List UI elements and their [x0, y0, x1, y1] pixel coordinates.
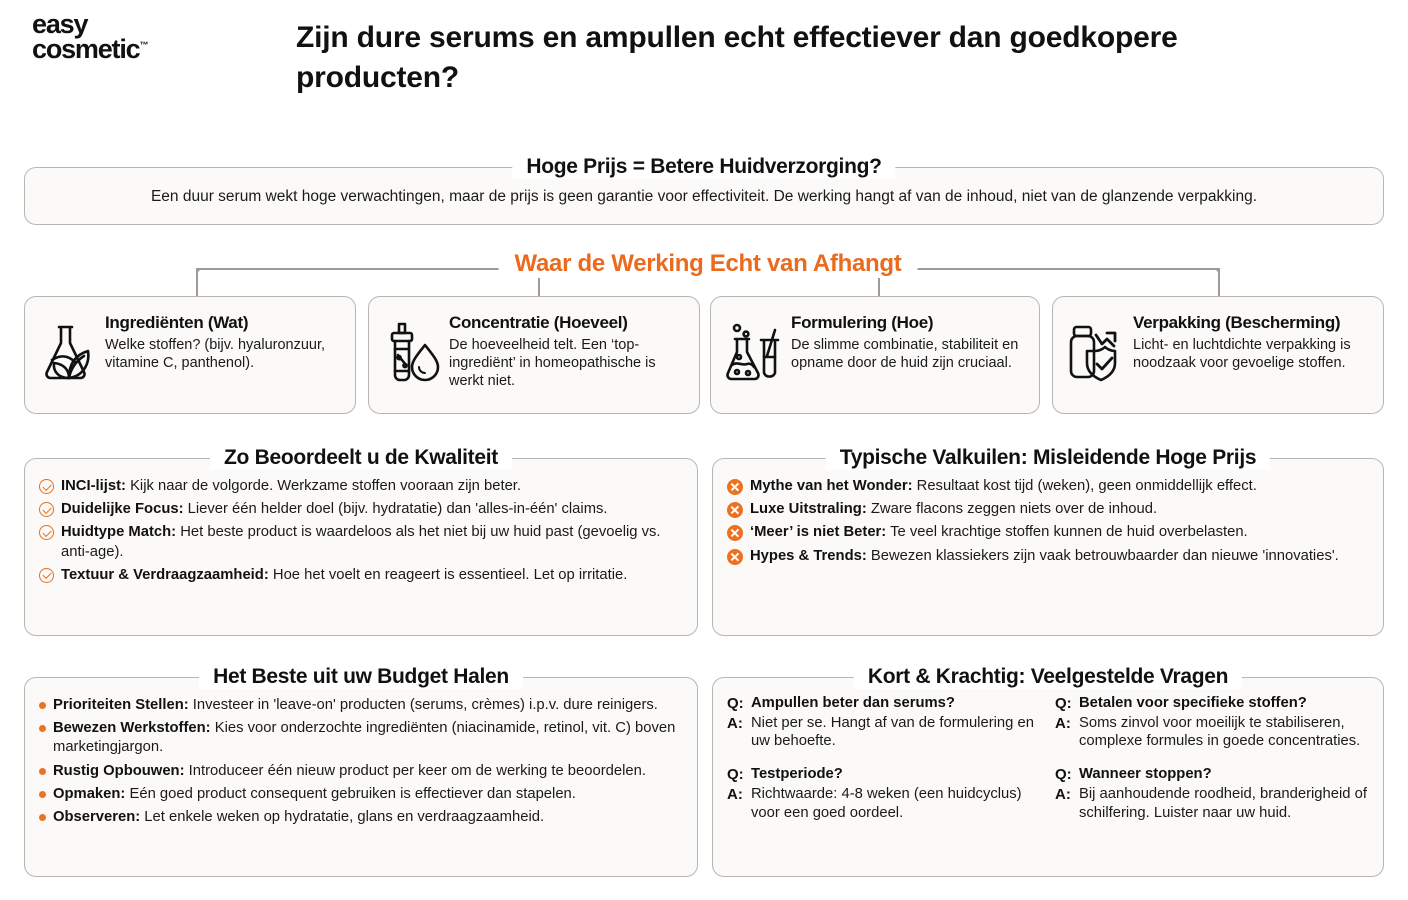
faq-answer-text: Soms zinvol voor moeilijk te stabiliseren, complexe formules in goede concentraties.: [1079, 714, 1361, 750]
brand-logo-line1: easy: [32, 9, 88, 39]
pillar-heading: Verpakking (Bescherming): [1133, 313, 1341, 332]
list-item-label: Rustig Opbouwen:: [53, 762, 185, 779]
list-item-label: Bewezen Werkstoffen:: [53, 720, 211, 737]
list-item-text: Prioriteiten Stellen: Investeer in 'leave-on' producten (serums, crèmes) i.p.v. dure reinigers.: [53, 697, 658, 713]
list-item: [727, 500, 1367, 519]
faq-answer-key: A:: [1055, 785, 1071, 803]
faq-answer-text: Niet per se. Hangt af van de formulering en uw behoefte.: [751, 714, 1034, 750]
faq-question-text: Ampullen beter dan serums?: [751, 695, 955, 711]
list-item-label: Opmaken:: [53, 785, 126, 802]
faq-answer-key: A:: [727, 785, 743, 803]
bracket-title: Waar de Werking Echt van Afhangt: [499, 250, 918, 278]
list-item-label: Prioriteiten Stellen:: [53, 697, 189, 713]
faq-question-key: Q:: [1055, 766, 1072, 784]
bracket-drop-1: [196, 268, 198, 298]
faq-column: [1055, 694, 1369, 837]
bottle-shield-icon: [1065, 317, 1127, 389]
budget-title: Het Beste uit uw Budget Halen: [199, 665, 523, 689]
bullet-dot-icon: [39, 768, 46, 775]
list-item-text: Observeren: Let enkele weken op hydratatie, glans en verdraagzaamheid.: [53, 809, 545, 826]
faq-item: [1055, 765, 1369, 822]
list-item-text: Hypes & Trends: Bewezen klassiekers zijn vaak betrouwbaarder dan nieuwe 'innovaties'.: [750, 547, 1339, 564]
page-header: [0, 0, 1408, 128]
dropper-percent-icon: [381, 317, 443, 389]
list-item-text: Bewezen Werkstoffen: Kies voor onderzochte ingrediënten (niacinamide, retinol, vit. C) boven marketingjargon.: [53, 720, 676, 756]
brand-logo-line2: cosmetic™: [32, 34, 149, 65]
bullet-dot-icon: [39, 791, 46, 798]
pillar-heading: Concentratie (Hoeveel): [449, 313, 628, 332]
bracket-corner-left: [196, 268, 210, 282]
pillar-heading: Formulering (Hoe): [791, 313, 934, 332]
faq-answer-key: A:: [1055, 714, 1071, 732]
list-item-label: Luxe Uitstraling:: [750, 501, 867, 518]
check-circle-icon: [39, 525, 54, 540]
list-item-text: Luxe Uitstraling: Zware flacons zeggen niets over de inhoud.: [750, 501, 1158, 518]
list-item-label: Huidtype Match:: [61, 524, 177, 541]
bracket-connector: [196, 250, 1220, 298]
faq-answer-row: [1055, 785, 1369, 823]
pillar-card-ingredienten: [24, 296, 356, 414]
faq-title: Kort & Krachtig: Veelgestelde Vragen: [854, 665, 1242, 689]
list-item-label: INCI-lijst:: [61, 478, 126, 494]
faq-answer-row: [727, 714, 1041, 752]
flask-testtube-icon: [723, 317, 785, 389]
list-item-text: Rustig Opbouwen: Introduceer één nieuw product per keer om de werking te beoordelen.: [53, 762, 646, 779]
pillar-card-formulering: [710, 296, 1040, 414]
list-item: [727, 477, 1367, 496]
pillar-description: Welke stoffen? (bijv. hyaluronzuur, vitamine C, panthenol).: [105, 336, 326, 371]
faq-columns: [713, 678, 1383, 837]
list-item-text: INCI-lijst: Kijk naar de volgorde. Werkzame stoffen vooraan zijn beter.: [61, 478, 522, 494]
faq-item: [1055, 694, 1369, 751]
check-circle-icon: [39, 568, 54, 583]
faq-question-row: [1055, 694, 1369, 714]
pitfalls-title: Typische Valkuilen: Misleidende Hoge Prijs: [826, 446, 1270, 470]
faq-question-row: [1055, 765, 1369, 785]
list-item-text: ‘Meer’ is niet Beter: Te veel krachtige stoffen kunnen de huid overbelasten.: [750, 524, 1248, 541]
faq-question-key: Q:: [727, 766, 744, 784]
list-item: [39, 785, 681, 804]
pillar-card-verpakking: [1052, 296, 1384, 414]
list-item-text: Duidelijke Focus: Liever één helder doel (bijv. hydratatie) dan 'alles-in-één' claims.: [61, 501, 608, 518]
list-item-label: Textuur & Verdraagzaamheid:: [61, 566, 269, 583]
trademark-symbol: ™: [139, 40, 149, 51]
x-circle-icon: [727, 525, 743, 541]
faq-answer-text: Bij aanhoudende roodheid, branderigheid of schilfering. Luister naar uw huid.: [1079, 785, 1367, 821]
list-item: [39, 808, 681, 827]
list-item: [39, 500, 681, 519]
list-item: [727, 547, 1367, 566]
check-circle-icon: [39, 479, 54, 494]
bullet-dot-icon: [39, 702, 46, 709]
list-item-text: Mythe van het Wonder: Resultaat kost tijd (weken), geen onmiddellijk effect.: [750, 478, 1257, 494]
bullet-dot-icon: [39, 814, 46, 821]
faq-question-text: Wanneer stoppen?: [1079, 766, 1212, 783]
flask-leaf-icon: [37, 317, 99, 389]
list-item-text: Opmaken: Eén goed product consequent gebruiken is effectiever dan stapelen.: [53, 785, 576, 802]
pitfalls-list: [713, 459, 1383, 566]
x-circle-icon: [727, 502, 743, 518]
faq-item: [727, 694, 1041, 751]
faq-answer-text: Richtwaarde: 4-8 weken (een huidcyclus) voor een goed oordeel.: [751, 785, 1022, 821]
pitfalls-card: [712, 446, 1384, 636]
bullet-dot-icon: [39, 725, 46, 732]
faq-question-key: Q:: [727, 695, 744, 712]
faq-answer-row: [1055, 714, 1369, 752]
faq-question-key: Q:: [1055, 695, 1072, 712]
x-circle-icon: [727, 479, 743, 495]
list-item-label: Observeren:: [53, 809, 141, 826]
list-item-text: Huidtype Match: Het beste product is waardeloos als het niet bij uw huid past (gevoelig vs. anti-age).: [61, 524, 661, 560]
list-item: [39, 566, 681, 585]
page-title: Zijn dure serums en ampullen echt effectiever dan goedkopere producten?: [296, 21, 1178, 94]
x-circle-icon: [727, 549, 743, 565]
faq-question-row: [727, 765, 1041, 785]
faq-answer-row: [727, 785, 1041, 823]
quality-title: Zo Beoordeelt u de Kwaliteit: [210, 446, 512, 470]
list-item-text: Textuur & Verdraagzaamheid: Hoe het voelt en reageert is essentieel. Let op irritatie.: [61, 566, 628, 583]
pillar-heading: Ingrediënten (Wat): [105, 313, 249, 332]
faq-answer-key: A:: [727, 714, 743, 732]
banner-text: Een duur serum wekt hoge verwachtingen, maar de prijs is geen garantie voor effectiviteit. De werking hangt af van de inhoud, niet van de glanzende verpakking.: [150, 188, 1258, 205]
check-circle-icon: [39, 502, 54, 517]
brand-logo: [32, 9, 212, 65]
list-item: [39, 762, 681, 781]
faq-column: [727, 694, 1041, 837]
faq-card: [712, 665, 1384, 877]
list-item-label: Hypes & Trends:: [750, 547, 867, 564]
faq-question-row: [727, 694, 1041, 714]
budget-list: [25, 678, 697, 827]
bracket-drop-4: [1218, 268, 1220, 298]
faq-item: [727, 765, 1041, 822]
list-item: [39, 696, 681, 715]
pillar-description: De hoeveelheid telt. Een ‘top-ingrediënt’ in homeopathische is werkt niet.: [449, 336, 656, 390]
list-item: [39, 477, 681, 496]
list-item: [39, 719, 681, 757]
list-item-label: Duidelijke Focus:: [61, 501, 184, 518]
quality-list: [25, 459, 697, 585]
faq-question-text: Testperiode?: [751, 766, 843, 783]
budget-card: [24, 665, 698, 877]
list-item-label: Mythe van het Wonder:: [750, 478, 913, 494]
list-item: [727, 523, 1367, 542]
pillar-description: Licht- en luchtdichte verpakking is noodzaak voor gevoelige stoffen.: [1133, 336, 1351, 371]
quality-card: [24, 446, 698, 636]
list-item: [39, 523, 681, 561]
pillar-description: De slimme combinatie, stabiliteit en opname door de huid zijn cruciaal.: [791, 336, 1019, 371]
banner-card: [24, 155, 1384, 225]
faq-question-text: Betalen voor specifieke stoffen?: [1079, 695, 1307, 711]
banner-title: Hoge Prijs = Betere Huidverzorging?: [512, 155, 895, 179]
list-item-label: ‘Meer’ is niet Beter:: [750, 524, 887, 541]
pillar-card-concentratie: [368, 296, 700, 414]
